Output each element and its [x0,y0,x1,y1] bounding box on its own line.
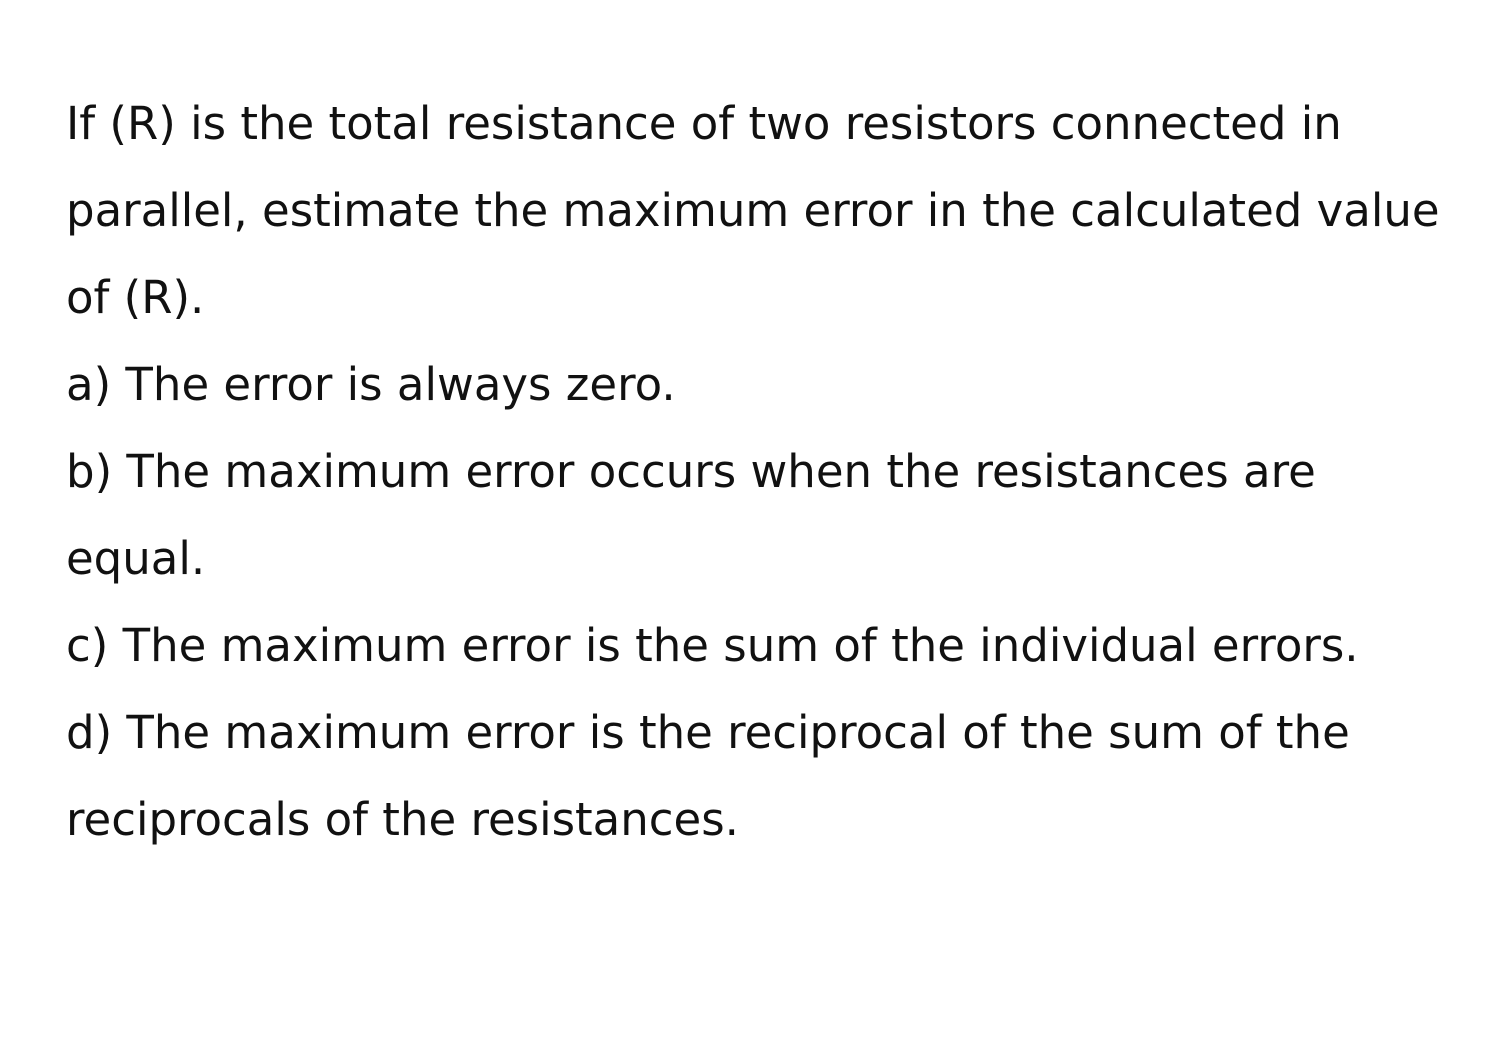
option-a: a) The error is always zero. [66,358,676,411]
question-document [66,80,1466,863]
option-d: d) The maximum error is the reciprocal of the sum of the reciprocals of the resistances. [66,706,1350,846]
question-stem: If (R) is the total resistance of two resistors connected in parallel, estimate the maximum error in the calculated value of (R). [66,97,1440,324]
option-c: c) The maximum error is the sum of the individual errors. [66,619,1359,672]
option-b: b) The maximum error occurs when the resistances are equal. [66,445,1316,585]
